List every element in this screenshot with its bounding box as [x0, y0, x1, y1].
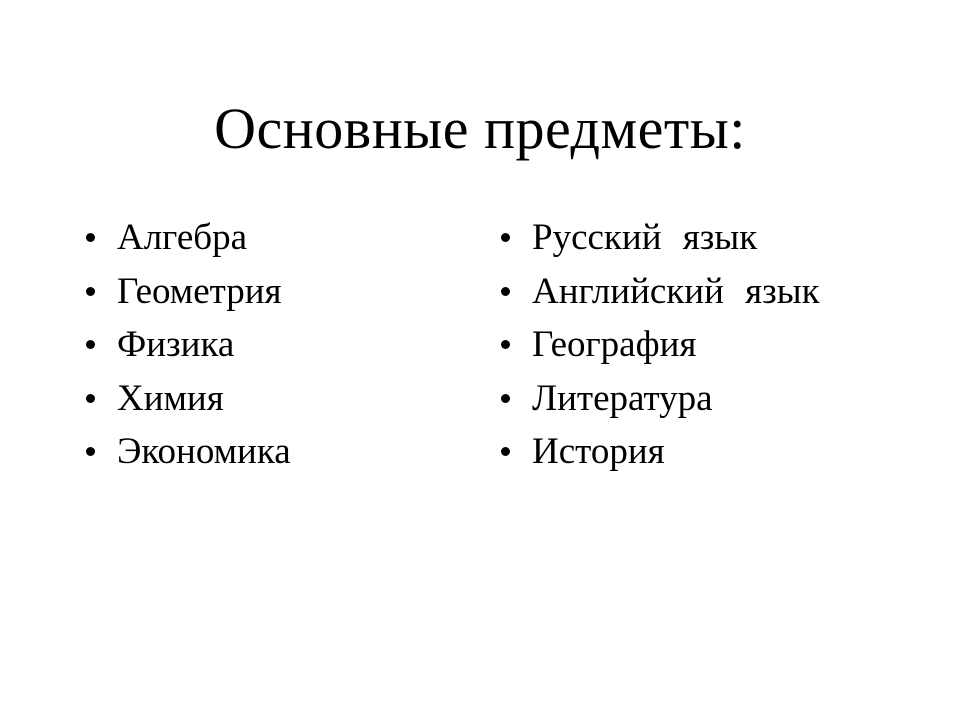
list-item — [85, 318, 485, 372]
subject-list-right — [500, 211, 940, 479]
subject-label: Литература — [532, 377, 713, 419]
subject-label: Русский язык — [532, 217, 758, 258]
subject-label: Алгебра — [117, 217, 248, 258]
bullet-icon — [86, 233, 95, 242]
list-item — [85, 265, 485, 319]
slide-title: Основные предметы: — [214, 96, 746, 161]
subject-label: Геометрия — [117, 270, 282, 312]
list-item — [85, 372, 485, 426]
subject-label: Химия — [117, 377, 224, 419]
bullet-icon — [86, 287, 95, 296]
list-item — [500, 372, 940, 426]
list-item — [500, 425, 940, 479]
bullet-icon — [501, 287, 510, 296]
list-item — [500, 318, 940, 372]
bullet-icon — [501, 447, 510, 456]
subject-label: Физика — [117, 324, 235, 365]
subject-list-left — [85, 211, 485, 479]
bullet-icon — [86, 447, 95, 456]
bullet-icon — [501, 340, 510, 349]
subject-label: История — [532, 431, 665, 472]
list-item — [500, 211, 940, 265]
bullet-icon — [86, 340, 95, 349]
bullet-icon — [86, 394, 95, 403]
list-item — [85, 211, 485, 265]
subject-label: Английский язык — [532, 270, 820, 312]
subject-label: География — [532, 324, 697, 365]
subject-label: Экономика — [117, 431, 291, 472]
list-item — [500, 265, 940, 319]
bullet-icon — [501, 233, 510, 242]
list-item — [85, 425, 485, 479]
bullet-icon — [501, 394, 510, 403]
